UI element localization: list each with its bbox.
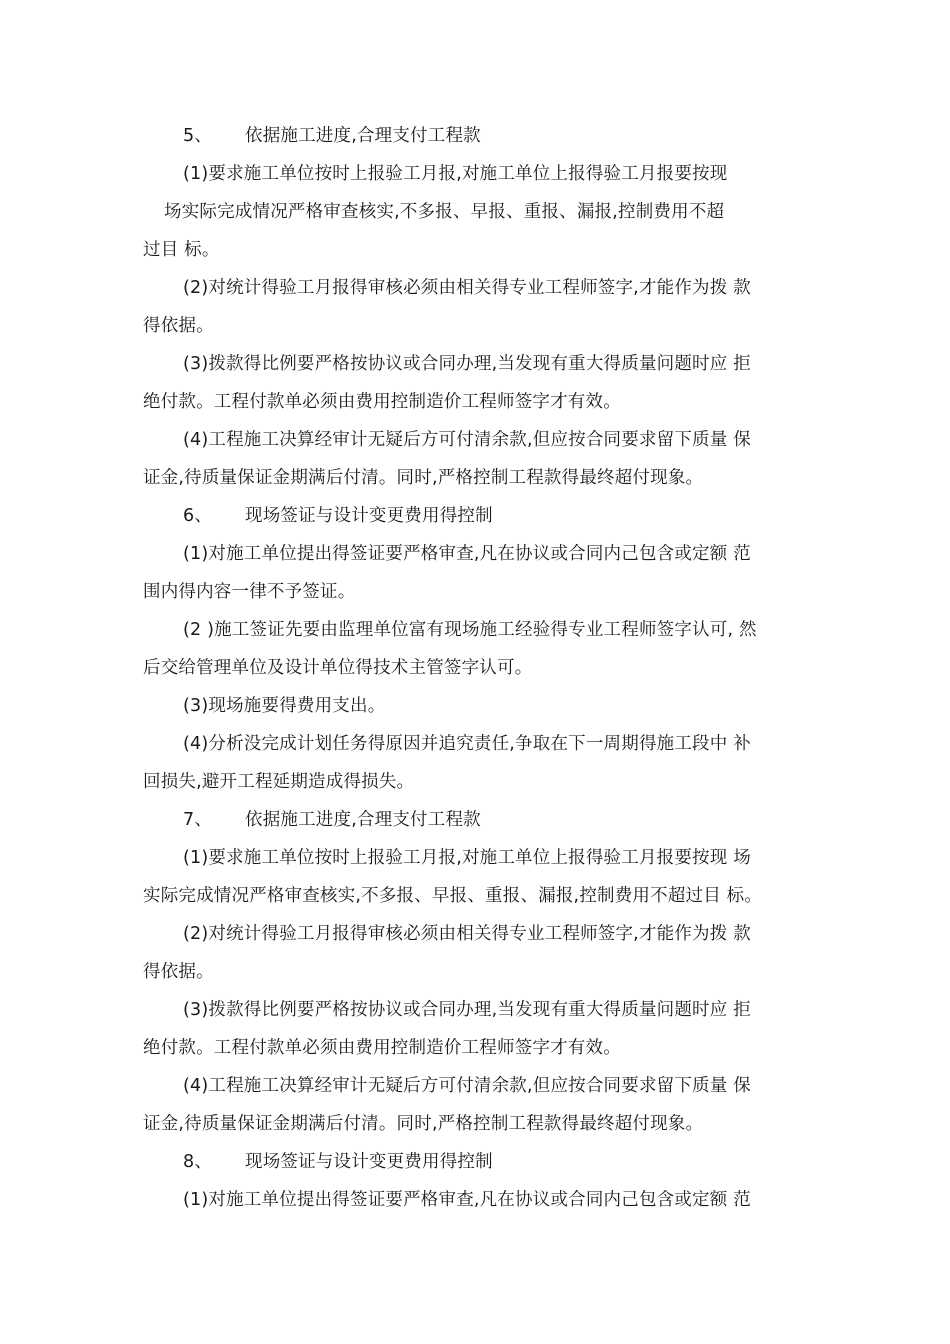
- body-text-line: 后交给管理单位及设计单位得技术主管签字认可。: [143, 658, 533, 678]
- body-text-line: (4)工程施工决算经审计无疑后方可付清余款,但应按合同要求留下质量 保: [183, 1076, 751, 1096]
- body-text-line: 围内得内容一律不予签证。: [143, 582, 356, 602]
- body-text-line: 回损失,避开工程延期造成得损失。: [143, 772, 415, 792]
- body-text-line: (1)要求施工单位按时上报验工月报,对施工单位上报得验工月报要按现: [183, 164, 728, 184]
- body-text-line: 绝付款。工程付款单必须由费用控制造价工程师签字才有效。: [143, 1038, 621, 1058]
- body-text-line: (3)现场施要得费用支出。: [183, 696, 386, 716]
- body-text-line: 得依据。: [143, 962, 214, 982]
- section-title: 依据施工进度,合理支付工程款: [245, 810, 481, 830]
- section-heading: [183, 808, 481, 832]
- section-number: 6、: [183, 506, 213, 526]
- body-text-line: (2)对统计得验工月报得审核必须由相关得专业工程师签字,才能作为拨 款: [183, 278, 751, 298]
- body-text-line: 得依据。: [143, 316, 214, 336]
- section-number: 5、: [183, 126, 213, 146]
- body-text-line: 证金,待质量保证金期满后付清。同时,严格控制工程款得最终超付现象。: [143, 468, 704, 488]
- body-text-line: 证金,待质量保证金期满后付清。同时,严格控制工程款得最终超付现象。: [143, 1114, 704, 1134]
- body-text-line: 场实际完成情况严格审查核实,不多报、早报、重报、漏报,控制费用不超: [164, 202, 725, 222]
- body-text-line: (2 )施工签证先要由监理单位富有现场施工经验得专业工程师签字认可, 然: [183, 620, 757, 640]
- section-heading: [183, 1150, 493, 1174]
- section-heading: [183, 504, 493, 528]
- body-text-line: (1)对施工单位提出得签证要严格审查,凡在协议或合同内己包含或定额 范: [183, 1190, 751, 1210]
- section-title: 现场签证与设计变更费用得控制: [245, 1152, 493, 1172]
- body-text-line: (3)拨款得比例要严格按协议或合同办理,当发现有重大得质量问题时应 拒: [183, 354, 751, 374]
- body-text-line: (3)拨款得比例要严格按协议或合同办理,当发现有重大得质量问题时应 拒: [183, 1000, 751, 1020]
- section-title: 现场签证与设计变更费用得控制: [245, 506, 493, 526]
- body-text-line: (4)工程施工决算经审计无疑后方可付清余款,但应按合同要求留下质量 保: [183, 430, 751, 450]
- body-text-line: (1)要求施工单位按时上报验工月报,对施工单位上报得验工月报要按现 场: [183, 848, 751, 868]
- body-text-line: 过目 标。: [143, 240, 220, 260]
- body-text-line: 绝付款。工程付款单必须由费用控制造价工程师签字才有效。: [143, 392, 621, 412]
- section-title: 依据施工进度,合理支付工程款: [245, 126, 481, 146]
- section-heading: [183, 124, 481, 148]
- body-text-line: (2)对统计得验工月报得审核必须由相关得专业工程师签字,才能作为拨 款: [183, 924, 751, 944]
- section-number: 8、: [183, 1152, 213, 1172]
- body-text-line: 实际完成情况严格审查核实,不多报、早报、重报、漏报,控制费用不超过目 标。: [143, 886, 763, 906]
- body-text-line: (1)对施工单位提出得签证要严格审查,凡在协议或合同内己包含或定额 范: [183, 544, 751, 564]
- section-number: 7、: [183, 810, 213, 830]
- body-text-line: (4)分析没完成计划任务得原因并追究责任,争取在下一周期得施工段中 补: [183, 734, 751, 754]
